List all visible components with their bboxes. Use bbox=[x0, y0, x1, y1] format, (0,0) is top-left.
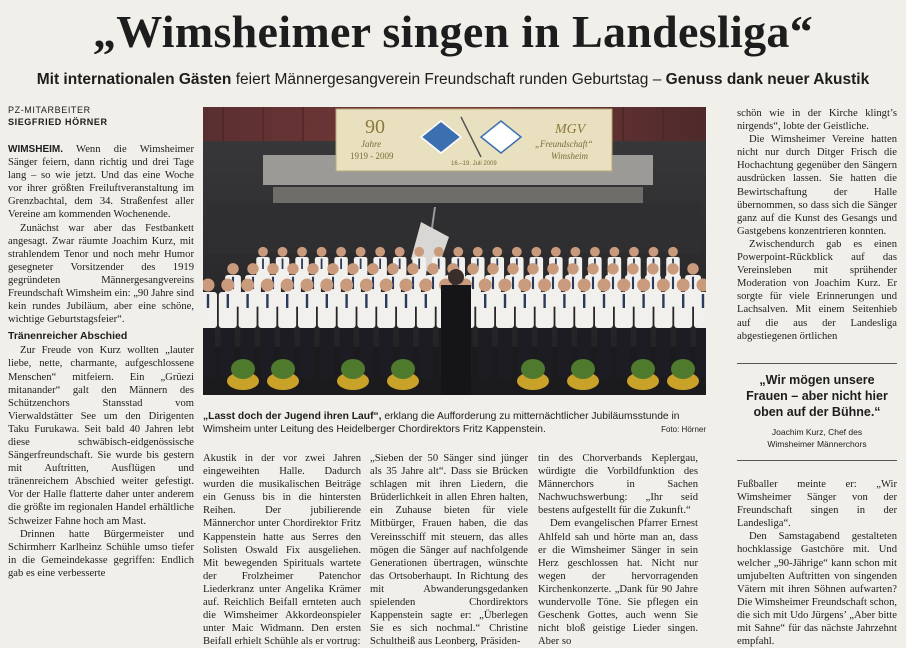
singer-head bbox=[307, 263, 318, 274]
singer-head bbox=[667, 263, 678, 274]
singer-head bbox=[387, 263, 398, 274]
banner-years-range: 1919 - 2009 bbox=[350, 151, 394, 161]
singer-tie bbox=[282, 259, 284, 270]
choir-photo bbox=[203, 107, 706, 395]
singer-head bbox=[221, 279, 234, 292]
singer-tie bbox=[405, 294, 407, 308]
pull-quote bbox=[737, 363, 897, 461]
singer-head bbox=[241, 279, 254, 292]
paragraph: Zwischendurch gab es einen Powerpoint-Rückblick auf das Vereinsleben mit sprühender Moderation von Joachim Kurz. Er sorgte für viele Erinnerungen und Lachsalven. Mit einem Seitenhieb auf die aus der Landesliga abgestiegenen örtlichen bbox=[737, 238, 897, 342]
singer-head bbox=[367, 263, 378, 274]
singer-trousers bbox=[419, 328, 433, 378]
pull-quote-attribution-2: Wimsheimer Männerchors bbox=[767, 439, 867, 449]
singer-head bbox=[598, 279, 611, 292]
singer-shirt bbox=[694, 292, 706, 328]
singer-head bbox=[267, 263, 278, 274]
singer-trousers bbox=[557, 328, 571, 378]
dateline: WIMSHEIM. bbox=[8, 144, 63, 155]
paragraph: schön wie in der Kirche klingt’s nirgends“, lobte der Geistliche. bbox=[737, 108, 897, 133]
singer-head bbox=[347, 263, 358, 274]
banner-club-name: „Freundschaft“ bbox=[535, 139, 593, 149]
singer-trousers bbox=[300, 328, 314, 378]
singer-tie bbox=[592, 277, 594, 289]
singer-trousers bbox=[320, 328, 334, 378]
singer-head bbox=[473, 247, 483, 257]
singer-tie bbox=[642, 294, 644, 308]
singer-head bbox=[227, 263, 238, 274]
singer-head bbox=[400, 279, 413, 292]
paragraph: Drinnen hatte Bürgermeister und Schirmherr Karlheinz Schühle umso tiefer in die Gemeindekasse gegriffen: Endlich gab es eine verbesserte bbox=[8, 528, 194, 579]
article-column-3 bbox=[370, 452, 528, 648]
singer-head bbox=[518, 279, 531, 292]
flower-leaves bbox=[271, 359, 295, 379]
singer-tie bbox=[492, 277, 494, 289]
singer-tie bbox=[301, 259, 303, 270]
singer-tie bbox=[262, 259, 264, 270]
subheadline-tail: Genuss dank neuer Akustik bbox=[665, 71, 870, 88]
singer-head bbox=[360, 279, 373, 292]
singer-head bbox=[297, 247, 307, 257]
singer-tie bbox=[321, 259, 323, 270]
paragraph: „Sieben der 50 Sänger sind jünger als 35 Jahre alt“. Dass sie Brücken schlagen mit ihren Liedern, die Brüderlichkeit in allen Ehren halten, ein Zuhause bieten für viele Mitbürger, Frauen haben, die das Vereinsschiff mit steuern, das alles mögen die Sänger auf nachfolgende Generationen übertragen, wünschte das Ortsoberhaupt. In Richtung des mit Abwanderungsgedanken spielenden Chordirektors Kappenstein sagte er: „Überlegen Sie es sich nochmal.“ Christine Schultheiß aus Leonberg, Präsiden- bbox=[370, 453, 528, 648]
singer-trousers bbox=[656, 328, 670, 378]
paragraph: Zur Freude von Kurz wollten „lauter liebe, nette, charmante, aufgeschlossene Menschen“ mitfeiern. Ein „Grüezi mitanander“ galt den Männern des Schützenchors Stansstad vom Vierwaldstätter See um den Dirigenten Taku Furukawa. Seit bald 40 Jahren lebt diese schwäbisch-eidgenössische Sängerfreundschaft. Sie wurde bis gestern mit Auftritten, Ausflügen und tränenreichem Abschied weiter gefestigt. Vor der Halle flatterte daher unter anderem die größte im regionalen Handel erhältliche Schweizer Fahne hoch am Mast. bbox=[8, 345, 194, 527]
author-name: SIEGFRIED HÖRNER bbox=[8, 117, 108, 127]
singer-head bbox=[629, 247, 639, 257]
paragraph: Den Samstagabend gestalteten hochklassige Gastchöre mit. Und welcher „90-Jährige“ kann schon mit umjubelten Auftritten von singenden Vätern mit ihren Söhnen aufwarten? Die Wimsheimer Freundschaft schon, die sich mit Udo Jürgens’ „Aber bitte mit Sahne“ für das nächste Jahrzehnt empfahl. bbox=[737, 531, 898, 648]
conductor bbox=[441, 285, 471, 395]
singer-head bbox=[499, 279, 512, 292]
singer-tie bbox=[306, 294, 308, 308]
singer-tie bbox=[672, 277, 674, 289]
singer-head bbox=[487, 263, 498, 274]
singer-head bbox=[419, 279, 432, 292]
singer-tie bbox=[326, 294, 328, 308]
paragraph: Die Wimsheimer Vereine hatten nicht nur durch Ditger Frisch die Hochachtung gegenüber den Sängern ausdrücken lassen. Sie hatten die Bewirtschaftung der Halle übernommen, so dass sich die Sänger ganz auf die Kunst des Gesangs und Gastgebens konzentrieren konnten. bbox=[737, 134, 897, 237]
singer-tie bbox=[692, 277, 694, 289]
singer-tie bbox=[612, 277, 614, 289]
subheadline-lead: Mit internationalen Gästen bbox=[36, 71, 232, 88]
singer-tie bbox=[524, 294, 526, 308]
article-column-4 bbox=[538, 452, 698, 648]
singer-trousers bbox=[696, 328, 706, 378]
singer-head bbox=[657, 279, 670, 292]
flower-leaves bbox=[631, 359, 655, 379]
singer-tie bbox=[432, 277, 434, 289]
singer-head bbox=[467, 263, 478, 274]
singer-head bbox=[281, 279, 294, 292]
singer-head bbox=[414, 247, 424, 257]
flower-leaves bbox=[341, 359, 365, 379]
singer-head bbox=[571, 247, 581, 257]
singer-tie bbox=[552, 277, 554, 289]
singer-head bbox=[453, 247, 463, 257]
article-column-5 bbox=[737, 107, 897, 343]
singer-head bbox=[261, 279, 274, 292]
singer-head bbox=[677, 279, 690, 292]
singer-head bbox=[607, 263, 618, 274]
flower-leaves bbox=[571, 359, 595, 379]
singer-tie bbox=[702, 294, 704, 308]
singer-tie bbox=[532, 277, 534, 289]
article-column-1 bbox=[8, 143, 194, 580]
photo-caption bbox=[203, 410, 706, 436]
singer-tie bbox=[563, 294, 565, 308]
subheadline bbox=[0, 70, 906, 90]
singer-tie bbox=[484, 294, 486, 308]
singer-trousers bbox=[617, 328, 631, 378]
singer-head bbox=[336, 247, 346, 257]
singer-head bbox=[531, 247, 541, 257]
singer-tie bbox=[365, 294, 367, 308]
paragraph: Dem evangelischen Pfarrer Ernest Ahlfeld sah und hörte man an, dass er die Wimsheimer Sänger in sein Herz geschlossen hat. Nicht nur wegen der hervorragenden Kirchenkonzerte. „Dank für 90 Jahre wundervolle Töne. Sie pflegen ein Geschenk Gottes, auch wenn Sie nicht bloß geistige Lieder singen. Aber so bbox=[538, 518, 698, 648]
caption-text: erklang die Aufforderung zu mitternächtlicher Jubiläumsstunde in Wimsheim unter Leitung des Heidelberger Chordirektors Fritz Kappenstein. bbox=[203, 411, 680, 435]
singer-head bbox=[327, 263, 338, 274]
singer-head bbox=[356, 247, 366, 257]
flower-leaves bbox=[231, 359, 255, 379]
singer-tie bbox=[632, 277, 634, 289]
singer-shirt bbox=[203, 292, 217, 328]
singer-tie bbox=[603, 294, 605, 308]
banner-years-number: 90 bbox=[365, 116, 385, 138]
singer-head bbox=[375, 247, 385, 257]
singer-head bbox=[637, 279, 650, 292]
singer-tie bbox=[623, 294, 625, 308]
singer-tie bbox=[504, 294, 506, 308]
singer-head bbox=[668, 247, 678, 257]
singer-head bbox=[538, 279, 551, 292]
singer-head bbox=[492, 247, 502, 257]
article-column-2 bbox=[203, 452, 361, 648]
banner-club-town: Wimsheim bbox=[551, 151, 588, 161]
singer-head bbox=[507, 263, 518, 274]
singer-tie bbox=[583, 294, 585, 308]
singer-head bbox=[567, 263, 578, 274]
singer-tie bbox=[385, 294, 387, 308]
flower-leaves bbox=[671, 359, 695, 379]
article-column-5-continued bbox=[737, 478, 897, 648]
subheading: Tränenreicher Abschied bbox=[8, 330, 128, 343]
headline: „Wimsheimer singen in Landesliga“ bbox=[92, 6, 814, 57]
singer-head bbox=[301, 279, 314, 292]
caption-lead: „Lasst doch der Jugend ihren Lauf“, bbox=[203, 411, 382, 422]
conductor-head bbox=[448, 269, 464, 285]
singer-head bbox=[427, 263, 438, 274]
singer-head bbox=[407, 263, 418, 274]
singer-head bbox=[687, 263, 698, 274]
singer-head bbox=[247, 263, 258, 274]
singer-head bbox=[320, 279, 333, 292]
singer-tie bbox=[652, 277, 654, 289]
paragraph: Fußballer meinte er: „Wir Wimsheimer Sänger von der Freundschaft singen in der Landesliga“. bbox=[737, 479, 897, 530]
singer-head bbox=[547, 263, 558, 274]
singer-head bbox=[380, 279, 393, 292]
singer-trousers bbox=[597, 328, 611, 378]
banner-years-word: Jahre bbox=[361, 139, 382, 149]
photo-credit: Foto: Hörner bbox=[661, 425, 706, 434]
singer-tie bbox=[418, 259, 420, 270]
singer-tie bbox=[412, 277, 414, 289]
singer-tie bbox=[472, 277, 474, 289]
singer-head bbox=[578, 279, 591, 292]
singer-trousers bbox=[498, 328, 512, 378]
singer-head bbox=[558, 279, 571, 292]
banner-club-abbr: MGV bbox=[555, 122, 586, 137]
singer-head bbox=[258, 247, 268, 257]
paragraph: Akustik in der vor zwei Jahren eingeweihten Halle. Dadurch wurden die musikalischen Beiträge ein Genuss bis in die hintersten Reihen. Der jubilierende Männerchor unter Chordirektor Fritz Kappenstein hatte aus Serres den Solisten Oswald Fix ausgeliehen. Mit bewegenden Spirituals wartete der Frolzheimer Patenchor Liederkranz unter Angelika Krämer auf. Reichlich Beifall ernteten auch die Wimsheimer Akkordeonspieler unter Maic Widmann. Den ersten Beifall erhielt Schühle als er vortrug: bbox=[203, 453, 361, 648]
singer-trousers bbox=[203, 328, 215, 378]
singer-head bbox=[649, 247, 659, 257]
singer-head bbox=[434, 247, 444, 257]
singer-head bbox=[527, 263, 538, 274]
singer-tie bbox=[399, 259, 401, 270]
singer-head bbox=[590, 247, 600, 257]
singer-trousers bbox=[379, 328, 393, 378]
singer-head bbox=[647, 263, 658, 274]
singer-head bbox=[395, 247, 405, 257]
singer-head bbox=[610, 247, 620, 257]
pull-quote-attribution-1: Joachim Kurz, Chef des bbox=[771, 427, 863, 437]
paragraph: Zunächst war aber das Festbankett angesagt. Zwar räumte Joachim Kurz, mit strahlendem Tenor und noch mehr Humor gesegneter Vorsitzender des 1919 gegründeten Männergesangvereins Freundschaft Wimsheim ein: „90 Jahre sind kein rundes Jubiläum, aber eine schöne, wichtige Geburtstagsfeier“. bbox=[8, 222, 194, 326]
paragraph bbox=[8, 143, 194, 222]
singer-tie bbox=[246, 294, 248, 308]
byline bbox=[8, 104, 108, 128]
singer-tie bbox=[379, 259, 381, 270]
singer-tie bbox=[345, 294, 347, 308]
singer-head bbox=[627, 263, 638, 274]
singer-head bbox=[587, 263, 598, 274]
singer-head bbox=[479, 279, 492, 292]
singer-tie bbox=[286, 294, 288, 308]
singer-tie bbox=[340, 259, 342, 270]
singer-trousers bbox=[478, 328, 492, 378]
singer-tie bbox=[682, 294, 684, 308]
singer-tie bbox=[425, 294, 427, 308]
paragraph: tin des Chorverbands Keplergau, würdigte die Vorbildfunktion des Männerchors in Sachen Nachwuchswerbung: „Ihr seid bestens aufgestellt für die Zukunft.“ bbox=[538, 453, 698, 517]
singer-tie bbox=[360, 259, 362, 270]
singer-tie bbox=[543, 294, 545, 308]
author-role: PZ-MITARBEITER bbox=[8, 105, 91, 115]
singer-head bbox=[317, 247, 327, 257]
singer-head bbox=[278, 247, 288, 257]
singer-tie bbox=[207, 294, 209, 308]
flower-leaves bbox=[391, 359, 415, 379]
singer-head bbox=[340, 279, 353, 292]
singer-head bbox=[512, 247, 522, 257]
singer-head bbox=[287, 263, 298, 274]
pull-quote-text: „Wir mögen unsere Frauen – aber nicht hier oben auf der Bühne.“ bbox=[746, 373, 888, 419]
singer-head bbox=[617, 279, 630, 292]
paragraph-text: Wenn die Wimsheimer Sänger feiern, dann richtig und drei Tage lang – so wie jetzt. Und das eine Woche vor ihrer größten Freiluftveranstaltung im Grenzbachtal, dem 34. Straßenfest aller Vereine am kommenden Wochenende. bbox=[8, 144, 194, 221]
flower-leaves bbox=[521, 359, 545, 379]
singer-tie bbox=[227, 294, 229, 308]
banner-date: 16.–19. Juli 2009 bbox=[451, 161, 497, 167]
singer-tie bbox=[266, 294, 268, 308]
singer-tie bbox=[572, 277, 574, 289]
singer-head bbox=[551, 247, 561, 257]
subheadline-middle: feiert Männergesangverein Freundschaft runden Geburtstag – bbox=[231, 71, 666, 88]
singer-tie bbox=[662, 294, 664, 308]
singer-tie bbox=[512, 277, 514, 289]
